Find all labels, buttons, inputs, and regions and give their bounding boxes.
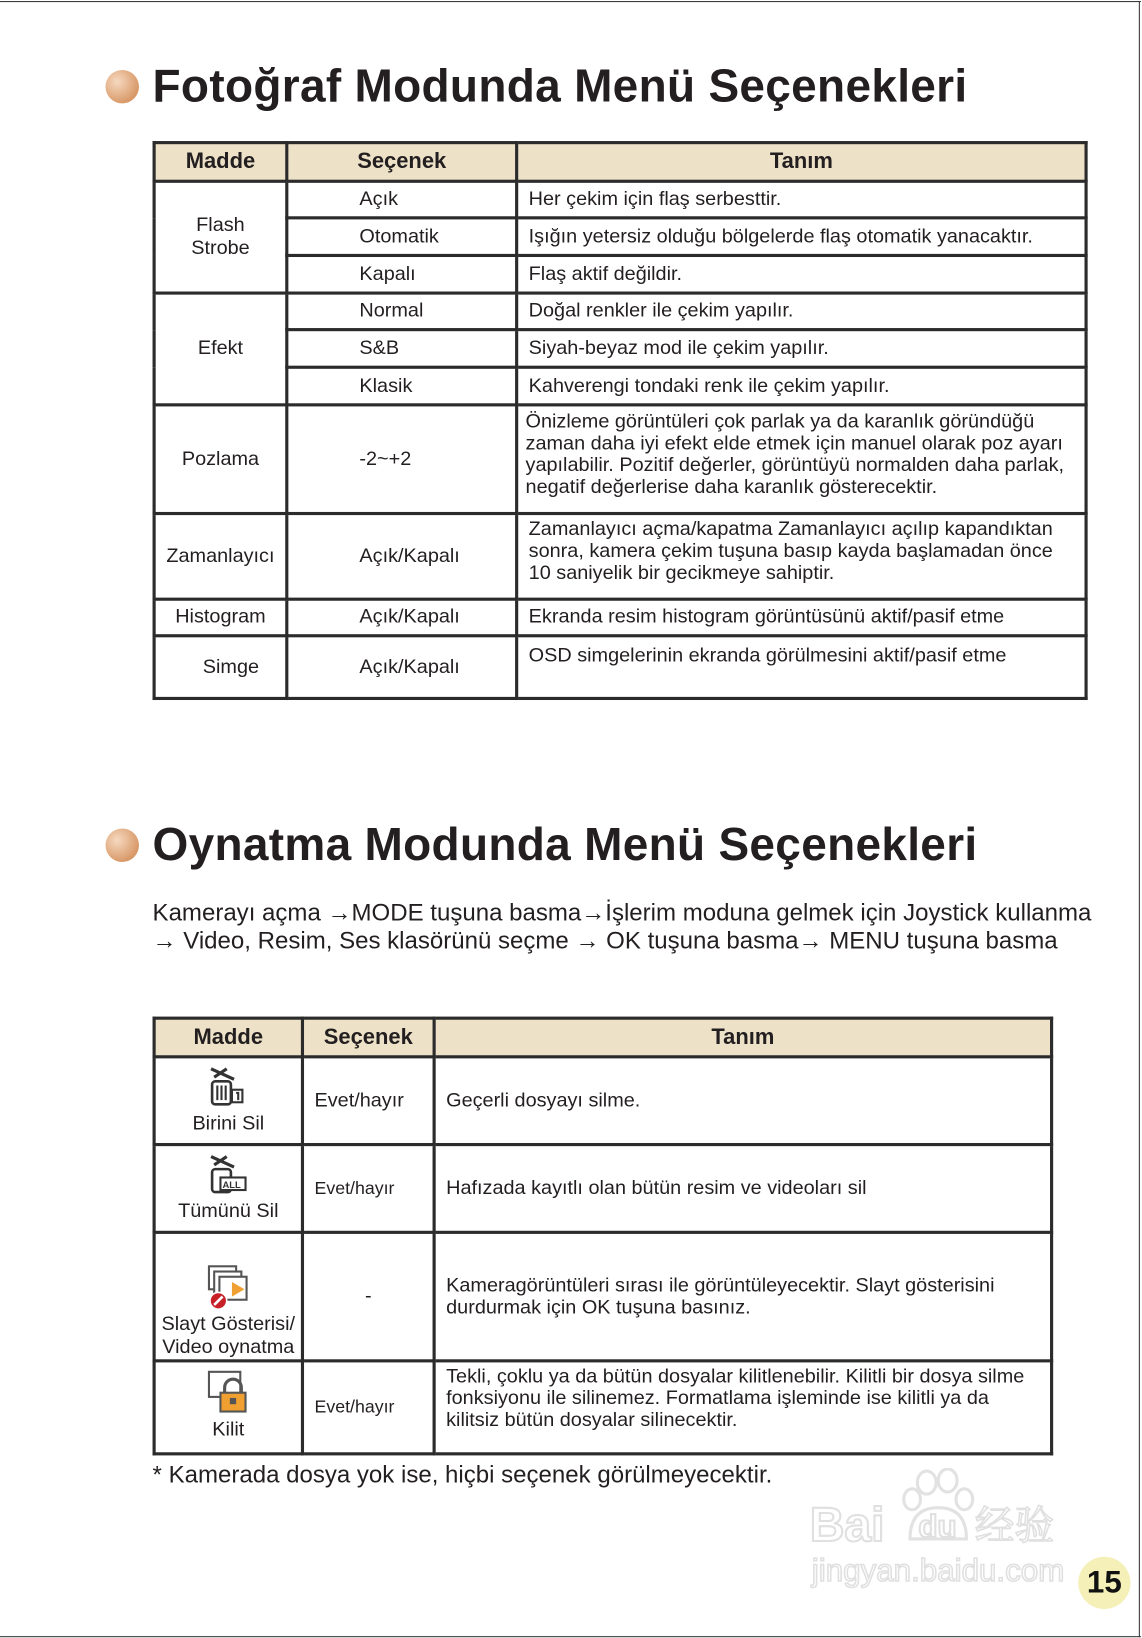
desc-cell: Geçerli dosyayı silme. [434, 1057, 1051, 1145]
item-cell: Efekt [154, 293, 287, 405]
table-row [154, 255, 1086, 293]
desc-cell: Kameragörüntüleri sırası ile görüntüleyecektir. Slayt gösterisini durdurmak için OK tuşuna basınız. [434, 1232, 1051, 1361]
desc-cell: Ekranda resim histogram görüntüsünü aktif/pasif etme [517, 599, 1086, 636]
svg-text:经验: 经验 [974, 1503, 1055, 1548]
page-border-top [0, 1, 1141, 2]
item-cell: Zamanlayıcı [154, 514, 287, 600]
desc-cell: Tekli, çoklu ya da bütün dosyalar kilitlenebilir. Kilitli bir dosya silme fonksiyonu ile silinemez. Formatlama işleminde ise kilitli ya da kilitsiz bütün dosyalar silinecektir. [434, 1361, 1051, 1454]
item-label: Slayt Gösterisi/ Video oynatma [161, 1313, 296, 1359]
section-bullet [106, 70, 139, 103]
option-cell: Açık/Kapalı [287, 599, 517, 636]
desc-cell: Siyah-beyaz mod ile çekim yapılır. [517, 330, 1086, 368]
desc-cell: Doğal renkler ile çekim yapılır. [517, 293, 1086, 330]
desc-cell: Flaş aktif değildir. [517, 255, 1086, 293]
svg-text:Bai: Bai [809, 1498, 885, 1553]
option-cell: Otomatik [287, 218, 517, 256]
desc-cell: Kahverengi tondaki renk ile çekim yapılır. [517, 367, 1086, 405]
page-number-badge: 15 [1078, 1557, 1130, 1609]
header-secenek: Seçenek [302, 1018, 434, 1057]
option-cell: Klasik [287, 367, 517, 405]
desc-cell: Hafızada kayıtlı olan bütün resim ve videoları sil [434, 1145, 1051, 1233]
table-row [154, 405, 1086, 514]
item-cell: Histogram [154, 599, 287, 636]
svg-text:du: du [918, 1508, 957, 1544]
item-label: Kilit [212, 1418, 245, 1441]
delete-one-icon [205, 1065, 251, 1111]
option-cell: Kapalı [287, 255, 517, 293]
item-cell [154, 1057, 302, 1145]
table-row [154, 218, 1086, 256]
table-row [154, 1232, 1051, 1361]
option-cell: S&B [287, 330, 517, 368]
option-cell: Normal [287, 293, 517, 330]
baidu-watermark [810, 1468, 1071, 1593]
instruction-line: → Video, Resim, Ses klasörünü seçme → OK tuşuna basma→ MENU tuşuna basma [152, 926, 1058, 954]
lock-icon [204, 1369, 252, 1417]
section-bullet [106, 829, 139, 862]
option-cell: -2~+2 [287, 405, 517, 514]
item-cell: Pozlama [154, 405, 287, 514]
option-cell: Açık/Kapalı [287, 636, 517, 699]
footnote: * Kamerada dosya yok ise, hiçbi seçenek görülmeyecektir. [152, 1460, 773, 1488]
desc-cell: OSD simgelerinin ekranda görülmesini aktif/pasif etme [517, 636, 1086, 699]
item-cell: Simge [154, 636, 287, 699]
section-title-photo-menu: Fotoğraf Modunda Menü Seçenekleri [152, 60, 968, 112]
table-row [154, 181, 1086, 218]
desc-cell: Önizleme görüntüleri çok parlak ya da karanlık göründüğü zaman daha iyi efekt elde etmek için manuel olarak poz ayarı yapılabilir. Pozitif değerler, görüntüyü normalden daha parlak, negatif değerlerise daha karanlık gösterecektir. [517, 405, 1086, 514]
item-label: Birini Sil [192, 1112, 265, 1135]
option-cell: Evet/hayır [302, 1057, 434, 1145]
photo-menu-table [153, 141, 1088, 700]
delete-all-icon [205, 1152, 251, 1198]
option-cell: - [302, 1232, 434, 1361]
item-cell: Flash Strobe [154, 181, 287, 293]
svg-text:ALL: ALL [222, 1178, 241, 1190]
svg-text:jingyan.baidu.com: jingyan.baidu.com [811, 1552, 1065, 1588]
table-row [154, 1145, 1051, 1233]
slideshow-icon [204, 1263, 252, 1311]
instruction-line: Kamerayı açma →MODE tuşuna basma→İşlerim moduna gelmek için Joystick kullanma [152, 898, 1092, 926]
table-row [154, 367, 1086, 405]
item-cell [154, 1361, 302, 1454]
table-row [154, 599, 1086, 636]
baidu-paw-logo [810, 1468, 1071, 1593]
page-border-right [1139, 1, 1140, 1637]
header-madde: Madde [154, 1018, 302, 1057]
item-cell [154, 1232, 302, 1361]
option-cell: Evet/hayır [302, 1361, 434, 1454]
option-cell: Açık [287, 181, 517, 218]
item-label: Tümünü Sil [178, 1200, 279, 1223]
table-row [154, 636, 1086, 699]
table-row [154, 330, 1086, 368]
table-header-row [154, 1018, 1051, 1057]
header-secenek: Seçenek [287, 143, 517, 182]
item-cell [154, 1145, 302, 1233]
desc-cell: Zamanlayıcı açma/kapatma Zamanlayıcı açılıp kapandıktan sonra, kamera çekim tuşuna basıp kayda başlamadan önce 10 saniyelik bir gecikmeye sahiptir. [517, 514, 1086, 600]
header-madde: Madde [154, 143, 287, 182]
page-border-bottom [0, 1636, 1141, 1637]
table-row [154, 1361, 1051, 1454]
playback-menu-table [153, 1017, 1054, 1456]
desc-cell: Işığın yetersiz olduğu bölgelerde flaş otomatik yanacaktır. [517, 218, 1086, 256]
option-cell: Evet/hayır [302, 1145, 434, 1233]
table-row [154, 514, 1086, 600]
desc-cell: Her çekim için flaş serbesttir. [517, 181, 1086, 218]
section-title-playback-menu: Oynatma Modunda Menü Seçenekleri [152, 819, 978, 871]
option-cell: Açık/Kapalı [287, 514, 517, 600]
header-tanim: Tanım [517, 143, 1086, 182]
table-header-row [154, 143, 1086, 182]
playback-instructions [153, 899, 1092, 955]
table-row [154, 1057, 1051, 1145]
header-tanim: Tanım [434, 1018, 1051, 1057]
table-row [154, 293, 1086, 330]
